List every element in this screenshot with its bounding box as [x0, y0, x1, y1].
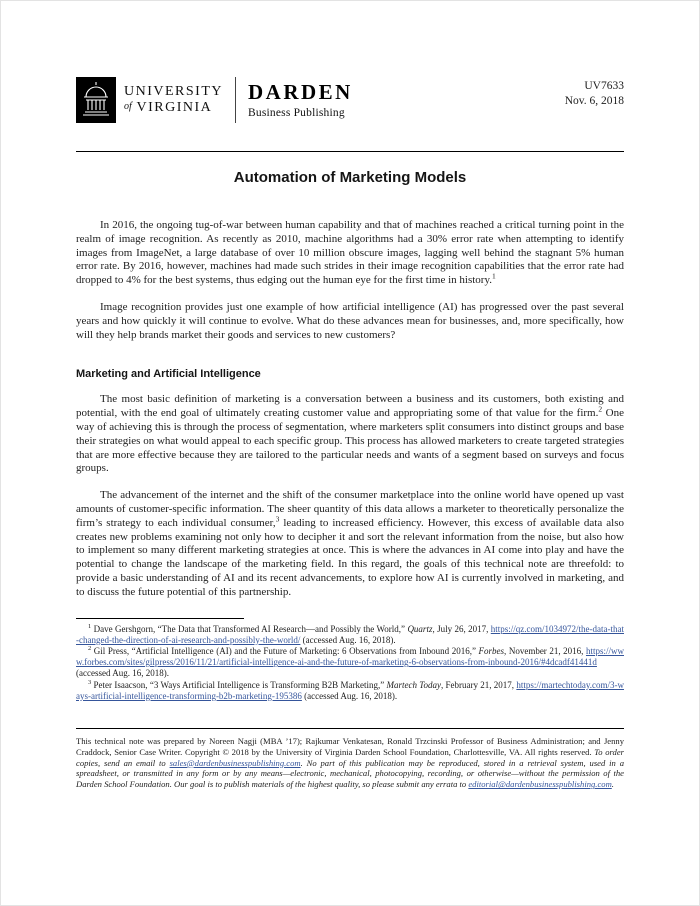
footnote-ref-1: 1: [492, 271, 496, 281]
footer-notice: To order copies, send an email to: [76, 746, 624, 768]
footnote-1: [76, 624, 624, 646]
title-rule: [76, 151, 624, 152]
footnote-text: (accessed Aug. 16, 2018).: [301, 690, 398, 701]
document-number: UV7633: [584, 80, 624, 92]
body-paragraph-3: [76, 393, 624, 476]
footnotes-section: [76, 618, 624, 702]
footnote-link[interactable]: https://martechtoday.com/3-ways-artificial-intelligence-transforming-b2b-marketing-195386: [76, 679, 624, 701]
publisher-logo: [76, 77, 353, 123]
paragraph-text: One way of achieving this is through the process of segmentation, where marketers split consumers into distinct groups and base their strategies on what would appeal to each specific group. This process has allowed marketers to create targeted strategies that are more effective because they are tailored to the particular needs and wants of a segment based on surveys and focus groups.: [76, 407, 625, 475]
footnote-ref-2: 2: [598, 404, 603, 414]
paragraph-text: Image recognition provides just one example of how artificial intelligence (AI) has progressed over the past several years and how quickly it will continue to evolve. What do these advances mean for businesses, and, more specifically, how will they help brands market their goods and services to new customers?: [76, 300, 624, 341]
footer-text: [76, 736, 624, 790]
footnotes-rule: [76, 618, 244, 619]
footnote-link[interactable]: https://qz.com/1034972/the-data-that-changed-the-direction-of-ai-research-and-possibly-the-world/: [76, 623, 624, 645]
darden-subtitle: Business Publishing: [248, 106, 345, 119]
footer-attribution: This technical note was prepared by Noreen Nagji (MBA ’17); Rajkumar Venkatesan, Ronald Trzcinski Professor of Business Administration; and Jenny Craddock, Senior Case Writer. Copyright © 2018 by the University of Virginia Darden School Foundation, Charlottesville, VA. All rights reserved.: [76, 735, 624, 757]
footer-rule: [76, 728, 624, 729]
paragraph-text: In 2016, the ongoing tug-of-war between human capability and that of machines reached a critical turning point in the realm of image recognition. As recently as 2010, machine algorithms had a 30% error rate when attempting to identify images from ImageNet, a large database of over 10 million obscure images, lagging well behind the stagnant 5% human error rate. By 2016, however, machines had made such strides in their image recognition capabilities that the error rate had dropped to 4% for the best systems, thus edging out the human eye for the first time in history.: [76, 219, 624, 287]
footer-sales-email-link[interactable]: sales@dardenbusinesspublishing.com: [169, 757, 301, 768]
paragraph-text: The advancement of the internet and the shift of the consumer marketplace into the online world have opened up vast amounts of customer-specific information. The sheer quantity of this data allows a marketer to theoretically personalize the firm’s strategy to each individual consumer,: [76, 489, 624, 529]
university-wordmark-virginia: VIRGINIA: [136, 100, 213, 115]
section-heading-marketing-and-ai: Marketing and Artificial Intelligence: [76, 368, 261, 381]
footnote-source: Forbes: [478, 645, 505, 656]
body-paragraph-4: [76, 489, 624, 599]
footnote-source: Quartz: [407, 623, 433, 634]
page-header: [76, 77, 624, 123]
footer-notice: . No part of this publication may be reproduced, stored in a retrieval system, used in a spreadsheet, or transmitted in any form or by any means—electronic, mechanical, photocopying, recording, or otherwise—without the permission of the Darden School Foundation. Our goal is to publish materials of the highest quality, so please submit any errata to: [76, 757, 624, 790]
footnote-source: Martech Today: [386, 679, 441, 690]
paragraph-text: The most basic definition of marketing is a conversation between a business and its customers, both existing and potential, with the end goal of ultimately creating customer value and appropriating some of that value for the firm.: [76, 393, 624, 420]
document-date: Nov. 6, 2018: [564, 95, 624, 107]
document-id-block: [565, 77, 624, 109]
footnote-link[interactable]: https://www.forbes.com/sites/gilpress/2016/11/21/artificial-intelligence-ai-and-the-future-of-marketing-6-observations-from-inbound-2016/#4dcadf41441d: [76, 645, 624, 668]
footnote-text: , July 26, 2017,: [432, 623, 491, 634]
footnote-ref-3: 3: [275, 514, 280, 524]
body-paragraph-2: [76, 301, 624, 342]
footnote-text: Peter Isaacson, “3 Ways Artificial Intelligence is Transforming B2B Marketing,”: [91, 679, 387, 690]
footnote-text: , November 21, 2016,: [504, 645, 586, 656]
footnote-number: 2: [88, 644, 92, 652]
darden-wordmark: DARDEN: [248, 79, 353, 104]
footer-notice: .: [611, 779, 614, 790]
university-wordmark: [124, 85, 223, 115]
footnote-number: 1: [88, 622, 92, 630]
university-wordmark-of: of: [124, 101, 132, 112]
paragraph-text: leading to increased efficiency. However, this excess of available data also creates new problems examining not only how to decipher it and sort the relevant information from the noise, but also how to implement so many different marketing strategies at once. This is where the advances in AI come into play and have the potential to change the landscape of the marketing field. In this regard, the goals of this technical note are threefold: to provide a basic understanding of AI and its recent advancements, to explore how AI is currently involved in marketing, and to discuss the future potential of this partnership.: [76, 516, 624, 598]
uva-rotunda-icon: [76, 77, 116, 123]
footer-editorial-email-link[interactable]: editorial@dardenbusinesspublishing.com: [468, 779, 612, 790]
logo-divider: [235, 77, 236, 123]
page-title: Automation of Marketing Models: [233, 169, 467, 186]
body-copy: [76, 219, 624, 600]
footnote-text: (accessed Aug. 16, 2018).: [76, 668, 169, 679]
footnote-text: (accessed Aug. 16, 2018).: [300, 634, 396, 645]
footnote-text: Dave Gershgorn, “The Data that Transformed AI Research—and Possibly the World,”: [91, 623, 408, 634]
footnote-text: , February 21, 2017,: [440, 679, 517, 690]
footnote-3: [76, 680, 624, 702]
darden-wordmark-block: [248, 79, 353, 119]
university-wordmark-line2: [124, 101, 223, 115]
page-footer: [76, 728, 624, 790]
university-wordmark-line1: UNIVERSITY: [124, 84, 223, 99]
footnote-2: [76, 646, 624, 680]
body-paragraph-1: [76, 219, 624, 288]
footnote-text: Gil Press, “Artificial Intelligence (AI) and the Future of Marketing: 6 Observations from Inbound 2016,”: [91, 645, 479, 656]
footnote-number: 3: [88, 678, 92, 686]
